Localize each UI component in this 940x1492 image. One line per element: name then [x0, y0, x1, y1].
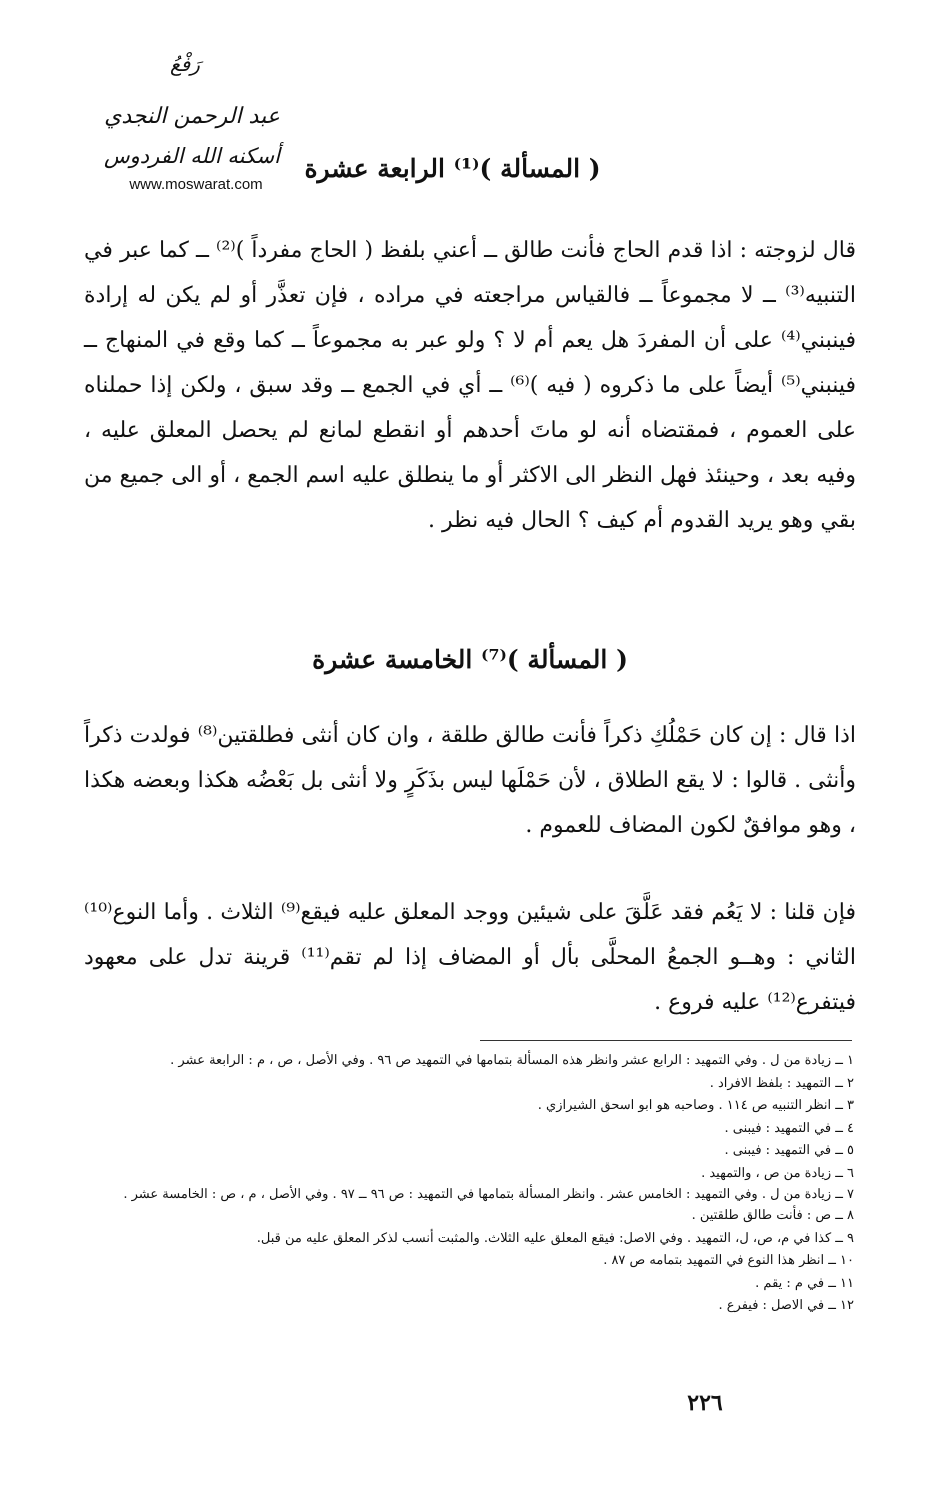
footnote: ٧ ــ زيادة من ل . وفي التمهيد : الخامس عشر . وانظر المسألة بتمامها في التمهيد : ص ٩٦ ــ ٩٧ . وفي الأصل ، م ، ص : الخامسة عشر .	[123, 1187, 854, 1202]
footnotes-list	[80, 1050, 854, 1318]
footnote: ٥ ــ في التمهيد : فيبنى .	[724, 1143, 854, 1158]
footnote: ١ ــ زيادة من ل . وفي التمهيد : الرابع عشر وانظر هذه المسألة بتمامها في التمهيد ص ٩٦ . وفي الأصل ، ص ، م : الرابعة عشر .	[170, 1053, 854, 1068]
stamp-calligraphy-line2: أسكنه الله الفردوس	[104, 144, 280, 168]
footnote: ٢ ــ التمهيد : بلفظ الافراد .	[709, 1075, 854, 1091]
paragraph-issue-14: قال لزوجته : اذا قدم الحاج فأنت طالق ــ أعني بلفظ ( الحاج مفرداً )⁽²⁾ ــ كما عبر في التنبيه⁽³⁾ ــ لا مجموعاً ــ فالقياس مراجعته في مراده ، فإن تعذَّر أو لم يكن له إرادة فينبني⁽⁴⁾ على أن المفردَ هل يعم أم لا ؟ ولو عبر به مجموعاً ــ كما وقع في المنهاج ــ فينبني⁽⁵⁾ أيضاً على ما ذكروه ( فيه )⁽⁶⁾ ــ أي في الجمع ــ وقد سبق ، ولكن إذا حملناه على العموم ، فمقتضاه أنه لو ماتَ أحدهم أو انقطع لمانع لم يحصل المعلق عليه ، وفيه بعد ، وحينئذ فهل النظر الى الاكثر أو ما ينطلق عليه اسم الجمع ، أو الى جميع من بقي وهو يريد القدوم أم كيف ؟ الحال فيه نظر .	[84, 238, 856, 533]
footnote: ٦ ــ زيادة من ص ، والتمهيد .	[701, 1165, 854, 1181]
section-heading-14: ( المسألة )⁽¹⁾ الرابعة عشرة	[304, 154, 601, 183]
footnote: ١٢ ــ في الاصل : فيفرع .	[718, 1298, 854, 1313]
footnote: ٩ ــ كذا في م، ص، ل، التمهيد . وفي الاصل: فيقع المعلق عليه الثلاث. والمثبت أنسب لذكر المعلق عليه من قبل.	[256, 1230, 854, 1246]
section-heading-15: ( المسألة )⁽⁷⁾ الخامسة عشرة	[312, 645, 628, 674]
stamp-calligraphy-line1: عبد الرحمن النجدي	[104, 104, 280, 129]
stamp-mark: رَفْعُ	[170, 52, 200, 76]
footnote: ١١ ــ في م : يقم .	[755, 1275, 854, 1291]
paragraph-issue-15-continued: فإن قلنا : لا يَعُم فقد عَلَّقَ على شيئين ووجد المعلق عليه فيقع⁽⁹⁾ الثلاث . وأما النوع⁽¹⁰⁾ الثاني : وهــو الجمعُ المحلَّى بأل أو المضاف إذا لم تقم⁽¹¹⁾ قرينة تدل على معهود فيتفرع⁽¹²⁾ عليه فروع .	[84, 900, 857, 1015]
footnote: ١٠ ــ انظر هذا النوع في التمهيد بتمامه ص ٨٧ .	[603, 1253, 854, 1268]
stamp-url: www.moswarat.com	[129, 176, 263, 193]
footnote: ٤ ــ في التمهيد : فيبنى .	[724, 1120, 854, 1136]
library-stamp	[92, 52, 292, 192]
paragraph-issue-15: اذا قال : إن كان حَمْلُكِ ذكراً فأنت طالق طلقة ، وان كان أنثى فطلقتين⁽⁸⁾ فولدت ذكراً وأنثى . قالوا : لا يقع الطلاق ، لأن حَمْلَها ليس بذَكَرٍ ولا أنثى بل بَعْضُه هكذا وبعضه هكذا ، وهو موافقٌ لكون المضاف للعموم .	[84, 723, 856, 838]
footnote: ٣ ــ انظر التنبيه ص ١١٤ . وصاحبه هو ابو اسحق الشيرازي .	[537, 1098, 854, 1113]
footnote-separator	[480, 1040, 852, 1041]
page-number: ٢٢٦	[687, 1390, 723, 1416]
footnote: ٨ ــ ص : فأنت طالق طلقتين .	[691, 1208, 854, 1223]
